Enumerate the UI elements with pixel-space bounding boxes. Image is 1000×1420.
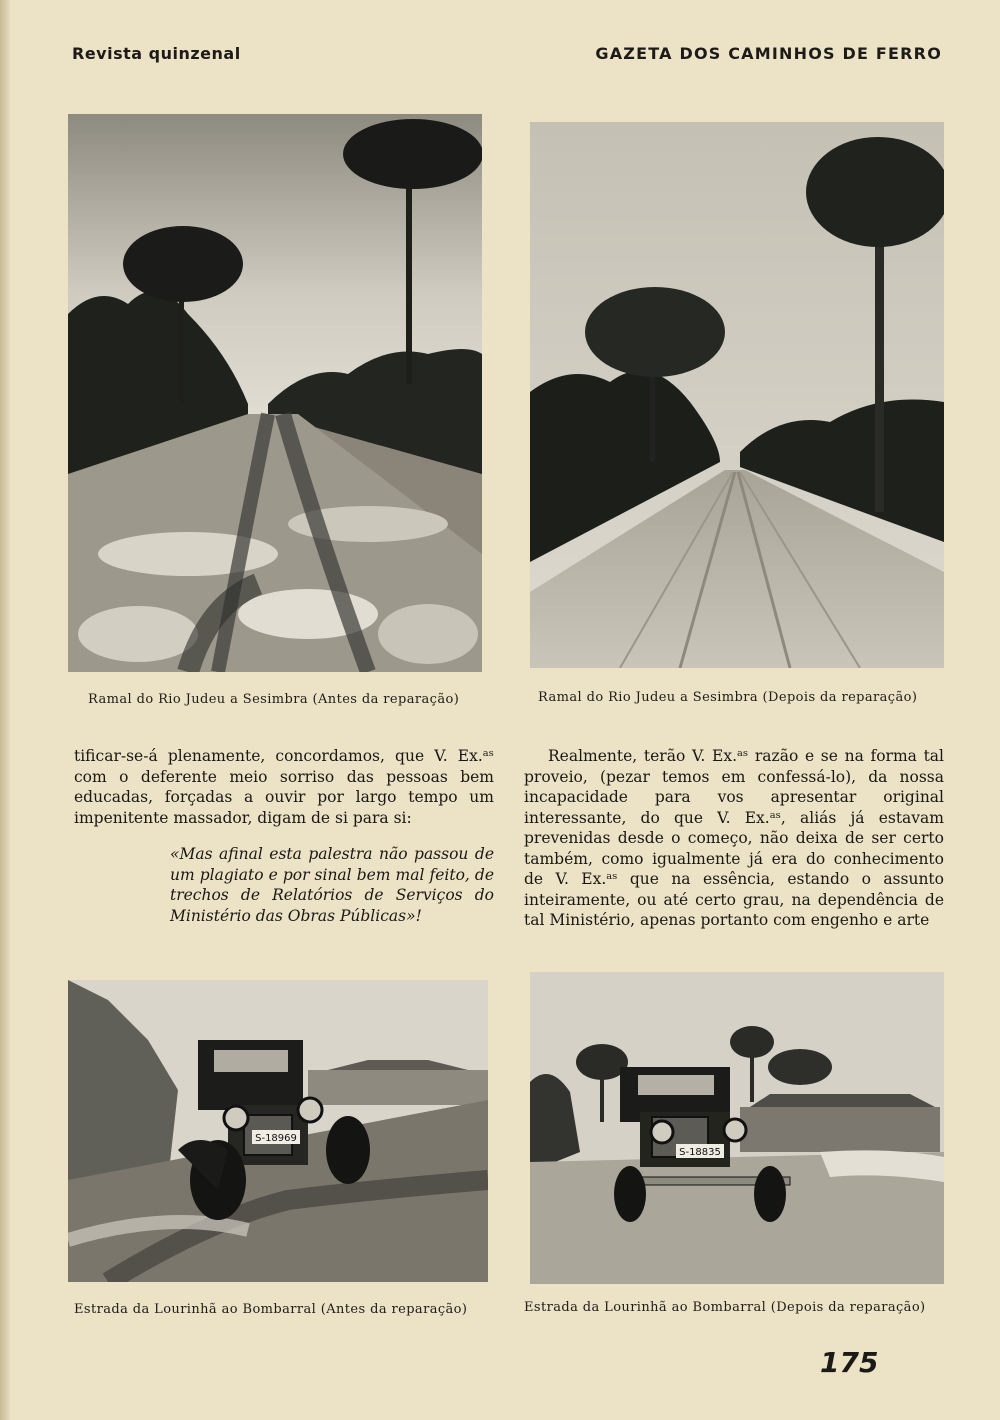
photo-car-after-lourinha [530,972,944,1284]
text-column-left [74,746,494,926]
body-paragraph-left: tificar-se-á plenamente, concordamos, que V. Ex.ᵃˢ com o deferente meio sorriso das pessoas bem educadas, forçadas a ouvir por largo tempo um impenitente massador, digam de si para si: [74,747,494,827]
caption-top-left: Ramal do Rio Judeu a Sesimbra (Antes da reparação) [88,692,460,707]
caption-top-right: Ramal do Rio Judeu a Sesimbra (Depois da reparação) [538,690,918,705]
body-paragraph-right: Realmente, terão V. Ex.ᵃˢ razão e se na forma tal proveio, (pezar temos em confessá-lo), da nossa incapacidade para vos apresentar original interessante, do que V. Ex.ᵃˢ, aliás já estavam prevenidas desde o começo, não deixa de ser certo também, como igualmente já era do conhecimento de V. Ex.ᵃˢ que na essência, estando o assunto inteiramente, ou até certo grau, na dependência de tal Ministério, apenas portanto com engenho e arte [524,747,944,929]
header-right: GAZETA DOS CAMINHOS DE FERRO [595,44,942,63]
quote-block: «Mas afinal esta palestra não passou de um plagiato e por sinal bem mal feito, de trechos de Relatórios de Serviços do Ministério das Obras Públicas»! [170,845,494,925]
page-number: 175 [820,1346,879,1379]
photo-road-before-sesimbra [68,114,482,672]
caption-bottom-right: Estrada da Lourinhã ao Bombarral (Depois da reparação) [524,1300,926,1315]
header-left: Revista quinzenal [72,44,241,63]
photo-car-before-lourinha [68,980,488,1282]
text-column-right [524,746,944,931]
license-plate-after: S-18835 [679,1147,721,1158]
license-plate-before: S-18969 [255,1133,297,1144]
page-edge [0,0,10,1420]
caption-bottom-left: Estrada da Lourinhã ao Bombarral (Antes da reparação) [74,1302,468,1317]
photo-road-after-sesimbra [530,122,944,668]
